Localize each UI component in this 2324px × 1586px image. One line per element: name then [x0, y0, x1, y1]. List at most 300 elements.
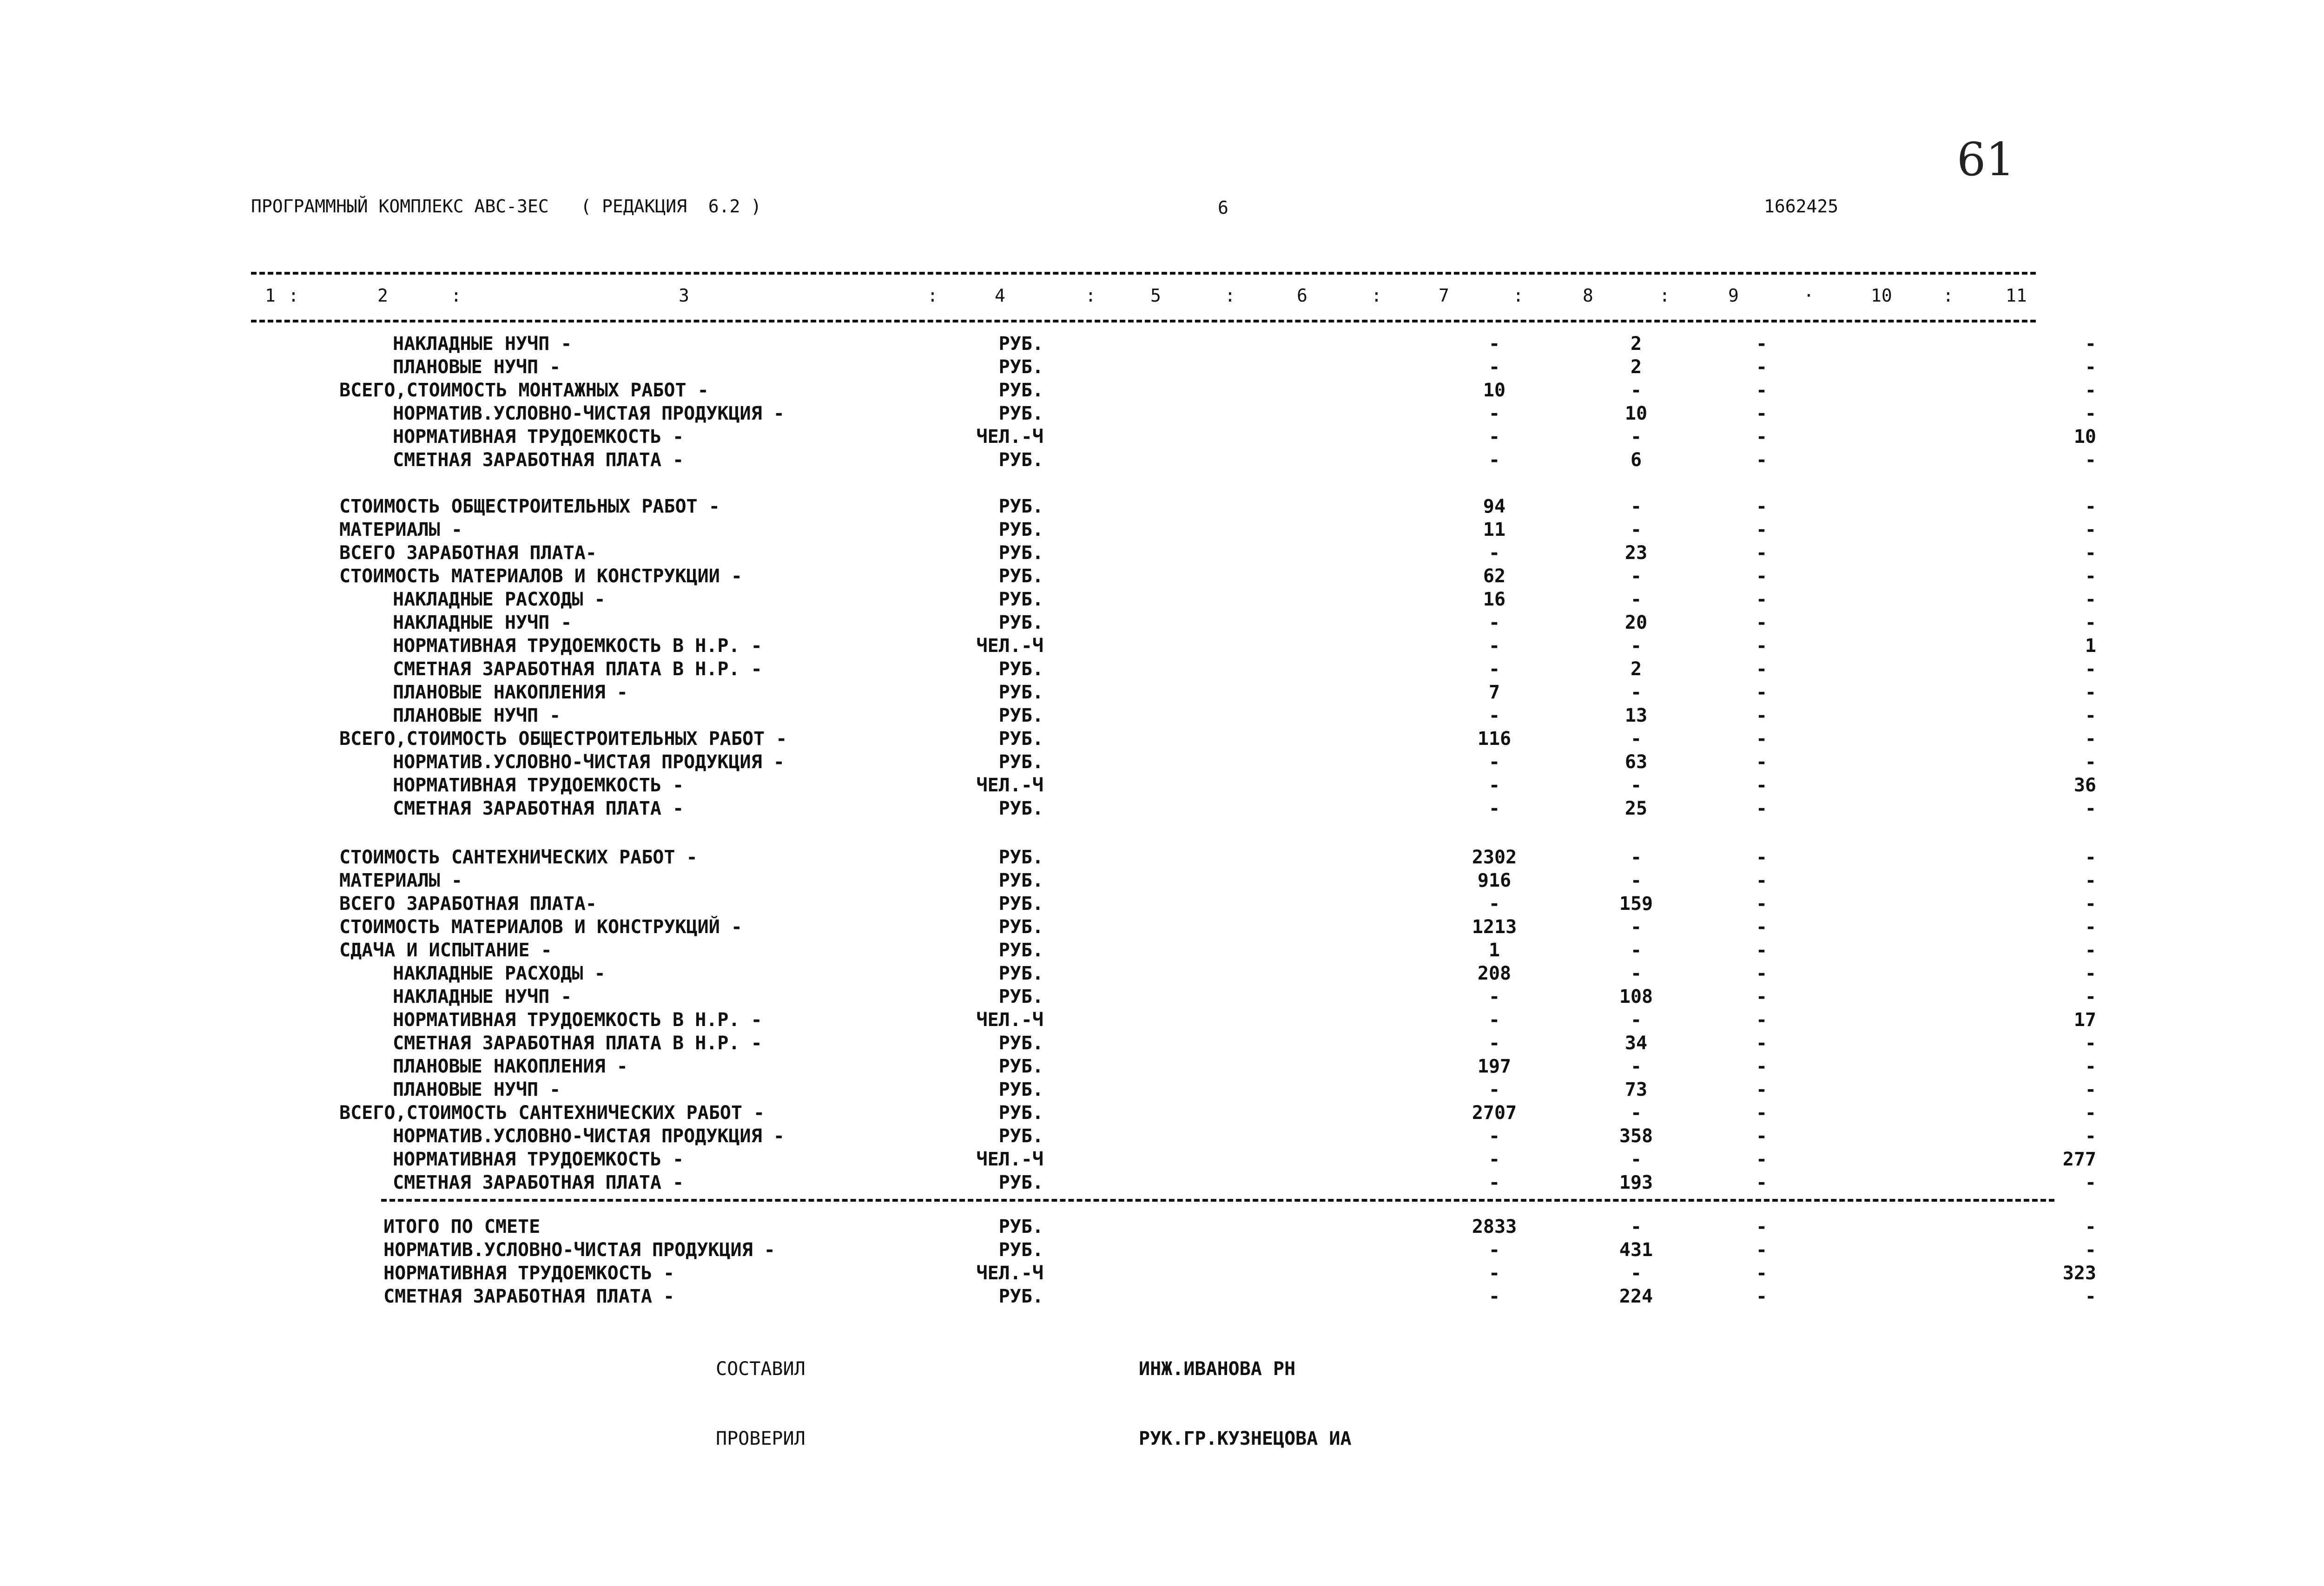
row-label: ПЛАНОВЫЕ НАКОПЛЕНИЯ -: [393, 682, 628, 703]
row-unit: РУБ.: [998, 403, 1043, 424]
row-col8: -: [1630, 775, 1642, 796]
row-label: НАКЛАДНЫЕ РАСХОДЫ -: [393, 589, 606, 610]
row-col7: -: [1488, 658, 1500, 680]
row-col7: -: [1488, 449, 1500, 471]
row-col11: -: [2085, 566, 2096, 587]
row-col8: 2: [1630, 333, 1642, 355]
row-col7: -: [1488, 635, 1500, 657]
row-unit: РУБ.: [998, 1239, 1043, 1261]
row-unit: РУБ.: [998, 916, 1043, 938]
column-separator: :: [927, 285, 938, 306]
row-col11: -: [2085, 847, 2096, 868]
row-col11: -: [2085, 449, 2096, 471]
row-col9: -: [1756, 1286, 1768, 1307]
column-separator: :: [1371, 285, 1382, 306]
row-label: ВСЕГО ЗАРАБОТНАЯ ПЛАТА-: [339, 542, 597, 564]
row-col7: -: [1488, 1125, 1500, 1147]
row-col8: -: [1630, 589, 1642, 610]
row-col8: 193: [1619, 1172, 1653, 1193]
row-col7: -: [1488, 1263, 1500, 1284]
row-col8: 34: [1624, 1033, 1648, 1054]
row-col11: -: [2085, 1102, 2096, 1124]
row-unit: РУБ.: [998, 1172, 1043, 1193]
totals-rule: [381, 1199, 2054, 1202]
row-col9: -: [1756, 916, 1768, 938]
row-label: НОРМАТИВНАЯ ТРУДОЕМКОСТЬ -: [393, 1149, 684, 1170]
column-number-6: 6: [1297, 285, 1307, 306]
row-unit: РУБ.: [998, 612, 1043, 633]
row-col9: -: [1756, 775, 1768, 796]
row-col7: -: [1488, 1239, 1500, 1261]
row-label: НОРМАТИВНАЯ ТРУДОЕМКОСТЬ В Н.Р. -: [393, 1009, 762, 1031]
row-col11: -: [2085, 916, 2096, 938]
table-row: [0, 1057, 2324, 1080]
row-col7: 62: [1483, 566, 1506, 587]
row-col11: -: [2085, 963, 2096, 984]
table-row: [0, 964, 2324, 987]
row-col9: -: [1756, 751, 1768, 773]
row-label: СМЕТНАЯ ЗАРАБОТНАЯ ПЛАТА -: [383, 1286, 675, 1307]
row-col7: 916: [1477, 870, 1512, 891]
column-number-10: 10: [1871, 285, 1892, 306]
row-col9: -: [1756, 333, 1768, 355]
row-col9: -: [1756, 705, 1768, 726]
row-col7: -: [1488, 751, 1500, 773]
row-col7: 208: [1477, 963, 1512, 984]
row-col8: -: [1630, 635, 1642, 657]
column-separator: :: [288, 285, 299, 306]
row-col7: -: [1488, 1149, 1500, 1170]
row-col7: 10: [1483, 380, 1506, 401]
row-col8: 358: [1619, 1125, 1653, 1147]
row-unit: РУБ.: [998, 658, 1043, 680]
row-unit: РУБ.: [998, 542, 1043, 564]
checked-by-label: ПРОВЕРИЛ: [716, 1428, 805, 1449]
page-number: 61: [1957, 133, 2015, 186]
row-unit: ЧЕЛ.-Ч: [976, 426, 1043, 448]
row-col9: -: [1756, 986, 1768, 1007]
row-col7: 116: [1477, 728, 1512, 750]
row-col11: -: [2085, 496, 2096, 517]
row-col7: 1: [1488, 940, 1500, 961]
row-col9: -: [1756, 403, 1768, 424]
row-col9: -: [1756, 519, 1768, 540]
row-label: СТОИМОСТЬ МАТЕРИАЛОВ И КОНСТРУКЦИЙ -: [339, 916, 742, 938]
row-label: ПЛАНОВЫЕ НУЧП -: [393, 705, 561, 726]
table-row: [0, 799, 2324, 823]
row-col11: -: [2085, 356, 2096, 378]
row-col11: 1: [2085, 635, 2096, 657]
row-label: НАКЛАДНЫЕ НУЧП -: [393, 986, 572, 1007]
row-label: СТОИМОСТЬ САНТЕХНИЧЕСКИХ РАБОТ -: [339, 847, 698, 868]
row-label: ИТОГО ПО СМЕТЕ: [383, 1216, 541, 1237]
row-unit: РУБ.: [998, 566, 1043, 587]
row-col9: -: [1756, 496, 1768, 517]
row-col9: -: [1756, 963, 1768, 984]
row-unit: ЧЕЛ.-Ч: [976, 1149, 1043, 1170]
row-label: НОРМАТИВНАЯ ТРУДОЕМКОСТЬ В Н.Р. -: [393, 635, 762, 657]
table-row: [0, 987, 2324, 1011]
row-label: НАКЛАДНЫЕ РАСХОДЫ -: [393, 963, 606, 984]
row-col7: 2833: [1472, 1216, 1517, 1237]
row-col8: -: [1630, 916, 1642, 938]
row-col9: -: [1756, 426, 1768, 448]
row-col8: -: [1630, 963, 1642, 984]
row-col8: -: [1630, 682, 1642, 703]
checked-by-name: РУК.ГР.КУЗНЕЦОВА ИА: [1139, 1428, 1352, 1449]
row-col11: -: [2085, 751, 2096, 773]
row-label: НОРМАТИВ.УСЛОВНО-ЧИСТАЯ ПРОДУКЦИЯ -: [393, 1125, 785, 1147]
program-header: ПРОГРАММНЫЙ КОМПЛЕКС АВС-3ЕС ( РЕДАКЦИЯ 6.2 ): [251, 196, 762, 217]
row-col11: -: [2085, 728, 2096, 750]
row-col9: -: [1756, 1216, 1768, 1237]
row-col11: -: [2085, 940, 2096, 961]
row-col8: 63: [1624, 751, 1648, 773]
row-col11: -: [2085, 380, 2096, 401]
row-col8: 6: [1630, 449, 1642, 471]
row-col7: -: [1488, 542, 1500, 564]
row-unit: РУБ.: [998, 1286, 1043, 1307]
row-unit: ЧЕЛ.-Ч: [976, 635, 1043, 657]
table-row: [0, 683, 2324, 706]
row-col8: -: [1630, 1102, 1642, 1124]
row-col8: 25: [1624, 798, 1648, 819]
table-row: [0, 1127, 2324, 1150]
row-label: МАТЕРИАЛЫ -: [339, 870, 462, 891]
row-col8: -: [1630, 1056, 1642, 1077]
table-row: [0, 567, 2324, 590]
table-row: [0, 358, 2324, 381]
row-col11: -: [2085, 658, 2096, 680]
row-col8: -: [1630, 1216, 1642, 1237]
row-unit: РУБ.: [998, 751, 1043, 773]
table-row: [0, 497, 2324, 520]
row-col7: -: [1488, 1079, 1500, 1100]
row-col8: -: [1630, 426, 1642, 448]
row-col9: -: [1756, 940, 1768, 961]
row-col7: 11: [1483, 519, 1506, 540]
row-unit: РУБ.: [998, 449, 1043, 471]
row-label: ВСЕГО ЗАРАБОТНАЯ ПЛАТА-: [339, 893, 597, 915]
row-col11: -: [2085, 612, 2096, 633]
row-col11: -: [2085, 1216, 2096, 1237]
row-label: СМЕТНАЯ ЗАРАБОТНАЯ ПЛАТА -: [393, 449, 684, 471]
row-label: ВСЕГО,СТОИМОСТЬ ОБЩЕСТРОИТЕЛЬНЫХ РАБОТ -: [339, 728, 787, 750]
row-col11: -: [2085, 1172, 2096, 1193]
row-col8: 20: [1624, 612, 1648, 633]
row-col7: -: [1488, 893, 1500, 915]
row-label: СТОИМОСТЬ МАТЕРИАЛОВ И КОНСТРУКЦИИ -: [339, 566, 742, 587]
row-col7: -: [1488, 1172, 1500, 1193]
header-bottom-rule: [251, 320, 2036, 322]
row-unit: ЧЕЛ.-Ч: [976, 1009, 1043, 1031]
row-col11: 10: [2073, 426, 2096, 448]
row-col7: -: [1488, 333, 1500, 355]
table-row: [0, 1173, 2324, 1197]
row-col7: -: [1488, 356, 1500, 378]
row-col9: -: [1756, 1056, 1768, 1077]
row-col9: -: [1756, 728, 1768, 750]
row-label: НОРМАТИВ.УСЛОВНО-ЧИСТАЯ ПРОДУКЦИЯ -: [393, 751, 785, 773]
row-col9: -: [1756, 1149, 1768, 1170]
table-row: [0, 451, 2324, 474]
column-separator: :: [1943, 285, 1954, 306]
row-label: ВСЕГО,СТОИМОСТЬ МОНТАЖНЫХ РАБОТ -: [339, 380, 709, 401]
row-col9: -: [1756, 870, 1768, 891]
row-col7: -: [1488, 1033, 1500, 1054]
row-unit: РУБ.: [998, 1056, 1043, 1077]
column-number-11: 11: [2006, 285, 2027, 306]
row-col8: 23: [1624, 542, 1648, 564]
row-col8: 108: [1619, 986, 1653, 1007]
row-col11: -: [2085, 1079, 2096, 1100]
table-row: [0, 335, 2324, 358]
row-label: НОРМАТИВНАЯ ТРУДОЕМКОСТЬ -: [393, 426, 684, 448]
row-unit: РУБ.: [998, 519, 1043, 540]
row-col11: 323: [2062, 1263, 2096, 1284]
row-col8: -: [1630, 847, 1642, 868]
row-col9: -: [1756, 542, 1768, 564]
row-label: НАКЛАДНЫЕ НУЧП -: [393, 612, 572, 633]
table-row: [0, 404, 2324, 428]
document-code: 1662425: [1764, 196, 1839, 217]
row-unit: РУБ.: [998, 380, 1043, 401]
row-col7: 16: [1483, 589, 1506, 610]
row-unit: РУБ.: [998, 333, 1043, 355]
table-row: [0, 1287, 2324, 1310]
row-col11: -: [2085, 893, 2096, 915]
column-number-3: 3: [679, 285, 689, 306]
table-row: [0, 730, 2324, 753]
column-number-4: 4: [995, 285, 1005, 306]
row-unit: РУБ.: [998, 893, 1043, 915]
row-unit: РУБ.: [998, 1079, 1043, 1100]
row-unit: РУБ.: [998, 798, 1043, 819]
table-row: [0, 544, 2324, 567]
row-col9: -: [1756, 566, 1768, 587]
row-label: НАКЛАДНЫЕ НУЧП -: [393, 333, 572, 355]
sheet-number: 6: [1218, 197, 1228, 218]
row-col8: 224: [1619, 1286, 1653, 1307]
column-number-8: 8: [1583, 285, 1593, 306]
row-col9: -: [1756, 1263, 1768, 1284]
row-label: СМЕТНАЯ ЗАРАБОТНАЯ ПЛАТА -: [393, 1172, 684, 1193]
row-label: СМЕТНАЯ ЗАРАБОТНАЯ ПЛАТА В Н.Р. -: [393, 658, 762, 680]
row-col9: -: [1756, 658, 1768, 680]
row-label: НОРМАТИВ.УСЛОВНО-ЧИСТАЯ ПРОДУКЦИЯ -: [383, 1239, 775, 1261]
row-col11: -: [2085, 682, 2096, 703]
row-label: НОРМАТИВНАЯ ТРУДОЕМКОСТЬ -: [393, 775, 684, 796]
row-col11: 17: [2073, 1009, 2096, 1031]
row-col8: -: [1630, 496, 1642, 517]
row-col11: 277: [2062, 1149, 2096, 1170]
row-col8: 159: [1619, 893, 1653, 915]
table-row: [0, 776, 2324, 799]
row-col11: -: [2085, 519, 2096, 540]
row-col9: -: [1756, 847, 1768, 868]
row-unit: РУБ.: [998, 963, 1043, 984]
row-unit: РУБ.: [998, 496, 1043, 517]
table-top-rule: [251, 272, 2036, 275]
column-separator: :: [1659, 285, 1670, 306]
row-col7: 2707: [1472, 1102, 1517, 1124]
row-col9: -: [1756, 1079, 1768, 1100]
row-col11: -: [2085, 1056, 2096, 1077]
table-row: [0, 381, 2324, 404]
row-col11: 36: [2073, 775, 2096, 796]
table-row: [0, 660, 2324, 683]
table-row: [0, 706, 2324, 730]
table-row: [0, 1264, 2324, 1287]
row-col7: 1213: [1472, 916, 1517, 938]
column-number-7: 7: [1439, 285, 1449, 306]
table-row: [0, 848, 2324, 871]
table-row: [0, 1034, 2324, 1057]
row-col7: -: [1488, 705, 1500, 726]
row-unit: РУБ.: [998, 1125, 1043, 1147]
row-unit: РУБ.: [998, 870, 1043, 891]
table-row: [0, 428, 2324, 451]
row-col9: -: [1756, 1102, 1768, 1124]
column-number-2: 2: [377, 285, 388, 306]
table-row: [0, 1080, 2324, 1104]
row-col9: -: [1756, 1033, 1768, 1054]
row-col11: -: [2085, 798, 2096, 819]
row-unit: РУБ.: [998, 1033, 1043, 1054]
row-col11: -: [2085, 333, 2096, 355]
row-label: ПЛАНОВЫЕ НУЧП -: [393, 1079, 561, 1100]
row-col9: -: [1756, 682, 1768, 703]
row-col8: 2: [1630, 658, 1642, 680]
row-unit: РУБ.: [998, 356, 1043, 378]
table-row: [0, 1217, 2324, 1241]
row-col7: -: [1488, 986, 1500, 1007]
column-number-1: 1: [265, 285, 276, 306]
row-unit: РУБ.: [998, 986, 1043, 1007]
table-row: [0, 871, 2324, 895]
row-col7: 7: [1488, 682, 1500, 703]
row-col7: -: [1488, 426, 1500, 448]
row-col8: -: [1630, 1009, 1642, 1031]
row-col9: -: [1756, 1239, 1768, 1261]
row-col7: -: [1488, 1009, 1500, 1031]
row-col8: 13: [1624, 705, 1648, 726]
row-col8: -: [1630, 940, 1642, 961]
row-col8: -: [1630, 1149, 1642, 1170]
table-row: [0, 590, 2324, 613]
row-col7: -: [1488, 798, 1500, 819]
row-col9: -: [1756, 589, 1768, 610]
row-col9: -: [1756, 635, 1768, 657]
table-row: [0, 918, 2324, 941]
row-col11: -: [2085, 403, 2096, 424]
row-label: НОРМАТИВ.УСЛОВНО-ЧИСТАЯ ПРОДУКЦИЯ -: [393, 403, 785, 424]
table-row: [0, 1241, 2324, 1264]
composed-by-label: СОСТАВИЛ: [716, 1358, 805, 1380]
row-col11: -: [2085, 542, 2096, 564]
table-row: [0, 613, 2324, 637]
row-col8: -: [1630, 870, 1642, 891]
row-unit: РУБ.: [998, 682, 1043, 703]
row-col11: -: [2085, 986, 2096, 1007]
row-col7: -: [1488, 612, 1500, 633]
column-separator: :: [1513, 285, 1524, 306]
row-label: СДАЧА И ИСПЫТАНИЕ -: [339, 940, 552, 961]
row-col9: -: [1756, 798, 1768, 819]
row-label: ВСЕГО,СТОИМОСТЬ САНТЕХНИЧЕСКИХ РАБОТ -: [339, 1102, 765, 1124]
row-col9: -: [1756, 612, 1768, 633]
column-number-9: 9: [1728, 285, 1739, 306]
row-col11: -: [2085, 1125, 2096, 1147]
table-row: [0, 520, 2324, 544]
row-label: ПЛАНОВЫЕ НУЧП -: [393, 356, 561, 378]
table-row: [0, 895, 2324, 918]
row-col7: 2302: [1472, 847, 1517, 868]
row-col8: -: [1630, 566, 1642, 587]
row-unit: РУБ.: [998, 940, 1043, 961]
row-label: СМЕТНАЯ ЗАРАБОТНАЯ ПЛАТА -: [393, 798, 684, 819]
row-label: СТОИМОСТЬ ОБЩЕСТРОИТЕЛЬНЫХ РАБОТ -: [339, 496, 720, 517]
column-number-5: 5: [1150, 285, 1161, 306]
column-separator: :: [1225, 285, 1235, 306]
row-col9: -: [1756, 1172, 1768, 1193]
row-col8: -: [1630, 1263, 1642, 1284]
table-row: [0, 753, 2324, 776]
row-label: МАТЕРИАЛЫ -: [339, 519, 462, 540]
row-col9: -: [1756, 380, 1768, 401]
row-col9: -: [1756, 449, 1768, 471]
table-row: [0, 1011, 2324, 1034]
table-row: [0, 1150, 2324, 1173]
row-col11: -: [2085, 1286, 2096, 1307]
row-col7: -: [1488, 1286, 1500, 1307]
row-unit: ЧЕЛ.-Ч: [976, 775, 1043, 796]
row-col8: -: [1630, 728, 1642, 750]
table-row: [0, 941, 2324, 964]
row-unit: РУБ.: [998, 705, 1043, 726]
row-col9: -: [1756, 356, 1768, 378]
column-separator: :: [1085, 285, 1096, 306]
row-label: СМЕТНАЯ ЗАРАБОТНАЯ ПЛАТА В Н.Р. -: [393, 1033, 762, 1054]
row-col8: 2: [1630, 356, 1642, 378]
row-unit: РУБ.: [998, 1102, 1043, 1124]
row-col11: -: [2085, 1033, 2096, 1054]
row-col8: -: [1630, 380, 1642, 401]
row-col7: 197: [1477, 1056, 1512, 1077]
row-col8: 10: [1624, 403, 1648, 424]
row-col11: -: [2085, 870, 2096, 891]
row-unit: РУБ.: [998, 728, 1043, 750]
row-col7: -: [1488, 775, 1500, 796]
row-unit: РУБ.: [998, 589, 1043, 610]
row-col8: 73: [1624, 1079, 1648, 1100]
row-col11: -: [2085, 705, 2096, 726]
row-col9: -: [1756, 1009, 1768, 1031]
row-label: ПЛАНОВЫЕ НАКОПЛЕНИЯ -: [393, 1056, 628, 1077]
row-unit: РУБ.: [998, 847, 1043, 868]
column-separator: ·: [1803, 285, 1814, 306]
row-col11: -: [2085, 589, 2096, 610]
row-unit: РУБ.: [998, 1216, 1043, 1237]
row-unit: ЧЕЛ.-Ч: [976, 1263, 1043, 1284]
composed-by-name: ИНЖ.ИВАНОВА РН: [1139, 1358, 1296, 1380]
row-col8: 431: [1619, 1239, 1653, 1261]
row-col9: -: [1756, 893, 1768, 915]
row-col11: -: [2085, 1239, 2096, 1261]
row-col7: -: [1488, 403, 1500, 424]
row-col9: -: [1756, 1125, 1768, 1147]
column-separator: :: [451, 285, 462, 306]
